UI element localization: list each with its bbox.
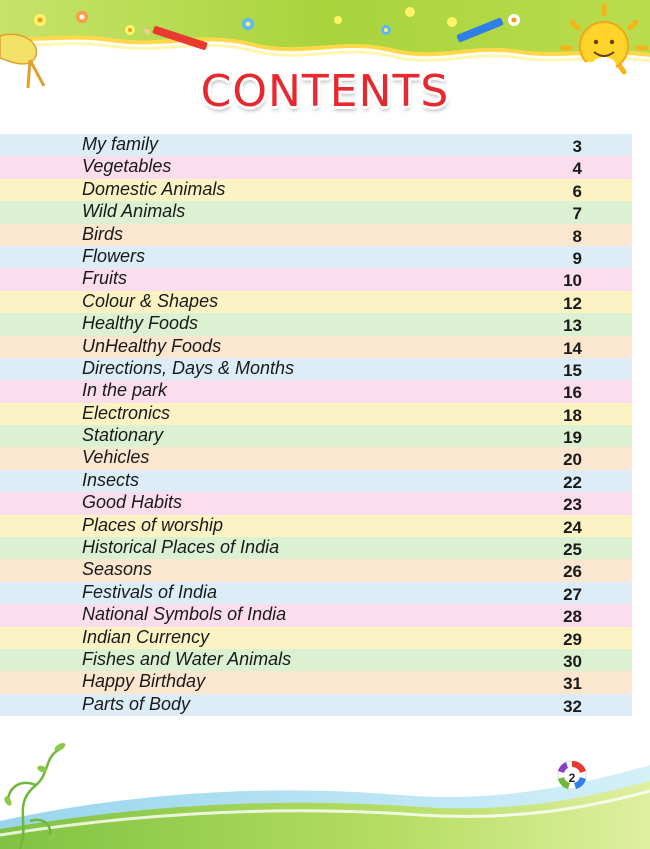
toc-page-number: 26 bbox=[563, 562, 582, 582]
toc-page-number: 13 bbox=[563, 316, 582, 336]
toc-row bbox=[0, 224, 632, 246]
toc-row bbox=[0, 582, 632, 604]
toc-title: Places of worship bbox=[82, 514, 224, 535]
toc-row bbox=[0, 447, 632, 469]
toc-page-number: 29 bbox=[563, 629, 582, 649]
toc-row bbox=[0, 291, 632, 313]
toc-page-number: 19 bbox=[563, 428, 582, 448]
toc-row bbox=[0, 246, 632, 268]
toc-row bbox=[0, 559, 632, 581]
toc-row bbox=[0, 515, 632, 537]
toc-row bbox=[0, 313, 632, 335]
toc-row bbox=[0, 627, 632, 649]
toc-page-number: 27 bbox=[563, 584, 582, 604]
footer-decoration bbox=[0, 725, 650, 849]
toc-row bbox=[0, 358, 632, 380]
toc-page-number: 14 bbox=[563, 338, 582, 358]
toc-title: Festivals of India bbox=[82, 581, 218, 602]
toc-title: Good Habits bbox=[82, 492, 183, 513]
toc-title: Wild Animals bbox=[82, 201, 186, 222]
toc-title: Indian Currency bbox=[82, 626, 210, 647]
toc-row bbox=[0, 671, 632, 693]
toc-page-number: 28 bbox=[563, 607, 582, 627]
toc-title: Healthy Foods bbox=[82, 313, 199, 334]
toc-title: Flowers bbox=[82, 245, 146, 266]
toc-row bbox=[0, 179, 632, 201]
toc-row bbox=[0, 156, 632, 178]
toc-row bbox=[0, 336, 632, 358]
toc-title: Parts of Body bbox=[82, 693, 191, 714]
contents-title: CONTENTS bbox=[200, 66, 450, 117]
toc-title: Insects bbox=[82, 469, 140, 490]
toc-title: UnHealthy Foods bbox=[82, 335, 222, 356]
toc-title: Happy Birthday bbox=[82, 671, 206, 692]
toc-title: Domestic Animals bbox=[82, 178, 226, 199]
toc-page-number: 32 bbox=[563, 696, 582, 716]
toc-page-number: 12 bbox=[563, 293, 582, 313]
toc-row bbox=[0, 604, 632, 626]
toc-page-number: 7 bbox=[572, 204, 582, 224]
toc-page-number: 3 bbox=[572, 137, 582, 156]
toc-page-number: 18 bbox=[563, 405, 582, 425]
toc-row bbox=[0, 425, 632, 447]
toc-title: Fishes and Water Animals bbox=[82, 648, 292, 669]
toc-page-number: 9 bbox=[572, 248, 582, 268]
toc-title: Vehicles bbox=[82, 447, 150, 468]
toc-page-number: 8 bbox=[572, 226, 582, 246]
toc-title: Vegetables bbox=[82, 156, 172, 177]
toc-page-number: 23 bbox=[563, 495, 582, 515]
toc-title: Colour & Shapes bbox=[82, 290, 219, 311]
toc-title: Seasons bbox=[82, 559, 153, 580]
toc-title: Fruits bbox=[82, 268, 127, 289]
toc-title: Stationary bbox=[82, 425, 164, 446]
toc-page-number: 25 bbox=[563, 540, 582, 560]
toc-row bbox=[0, 694, 632, 716]
toc-page-number: 4 bbox=[572, 159, 582, 179]
toc-row bbox=[0, 537, 632, 559]
toc-page-number: 24 bbox=[563, 517, 582, 537]
toc-title: Birds bbox=[82, 223, 124, 244]
toc-row bbox=[0, 470, 632, 492]
toc-page-number: 6 bbox=[572, 181, 582, 201]
toc-row bbox=[0, 134, 632, 156]
toc-row bbox=[0, 649, 632, 671]
toc-page-number: 31 bbox=[563, 674, 582, 694]
toc-page-number: 22 bbox=[563, 472, 582, 492]
toc-row bbox=[0, 403, 632, 425]
toc-page-number: 16 bbox=[563, 383, 582, 403]
toc-page-number: 30 bbox=[563, 651, 582, 671]
toc-page-number: 15 bbox=[563, 360, 582, 380]
toc-row bbox=[0, 201, 632, 223]
toc-page-number: 10 bbox=[563, 271, 582, 291]
page-number: 2 bbox=[568, 771, 576, 785]
contents-table bbox=[0, 134, 632, 716]
toc-page-number: 20 bbox=[563, 450, 582, 470]
toc-title: Directions, Days & Months bbox=[82, 357, 295, 378]
toc-row bbox=[0, 268, 632, 290]
toc-row bbox=[0, 492, 632, 514]
toc-title: Electronics bbox=[82, 402, 171, 423]
toc-row bbox=[0, 380, 632, 402]
toc-title: In the park bbox=[82, 380, 168, 401]
toc-title: National Symbols of India bbox=[82, 604, 287, 625]
toc-title: My family bbox=[82, 134, 158, 154]
toc-title: Historical Places of India bbox=[82, 537, 280, 558]
